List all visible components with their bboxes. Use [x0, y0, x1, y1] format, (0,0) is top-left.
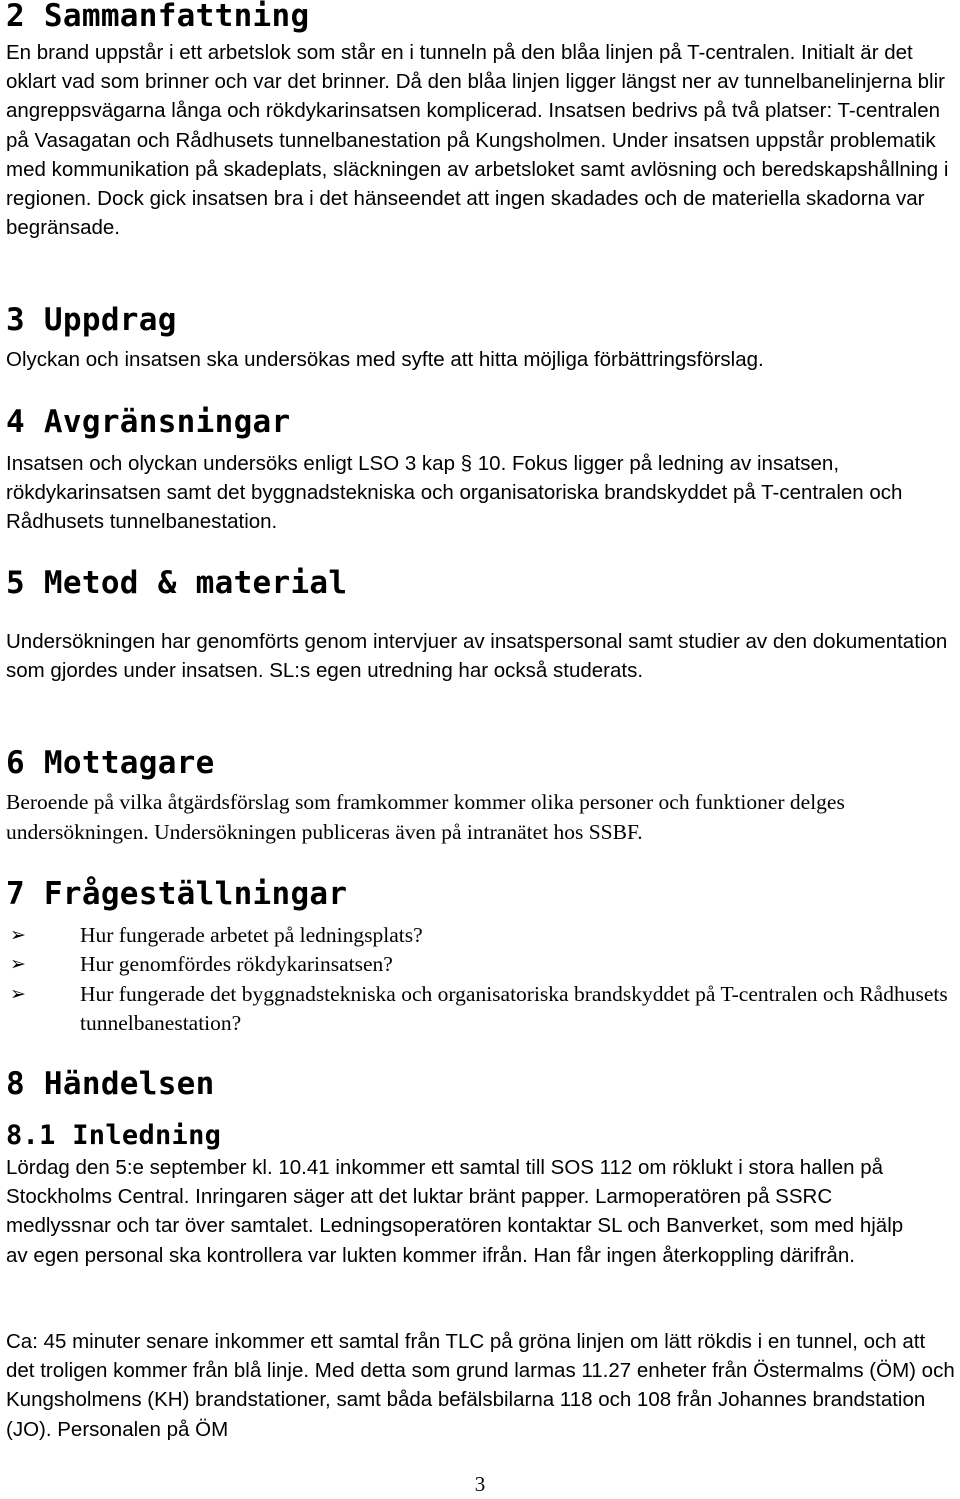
section-6-body: Beroende på vilka åtgärdsförslag som framkommer kommer olika personer och funktioner delges undersökningen. Undersökningen publiceras även på intranätet hos SSBF. [6, 790, 845, 844]
list-item-text: Hur fungerade arbetet på ledningsplats? [80, 923, 423, 947]
section-4-body: Insatsen och olyckan undersöks enligt LSO 3 kap § 10. Fokus ligger på ledning av insatsen, rökdykarinsatsen samt det byggnadstekniska och organisatoriska brandskyddet på T-centralen och Rådhusets tunnelbanestation. [6, 452, 903, 534]
section-4-heading: 4 Avgränsningar [6, 404, 291, 440]
section-7-heading: 7 Frågeställningar [6, 876, 348, 912]
arrow-bullet-icon: ➢ [10, 953, 26, 976]
section-8-1-heading: 8.1 Inledning [6, 1120, 222, 1151]
arrow-bullet-icon: ➢ [10, 982, 26, 1005]
list-item-text: Hur genomfördes rökdykarinsatsen? [80, 952, 393, 977]
list-item [6, 950, 960, 979]
list-item-text: Hur fungerade det byggnadstekniska och organisatoriska brandskyddet på T-centralen och Rådhusets tunnelbanestation? [80, 981, 948, 1035]
list-item [6, 980, 960, 1039]
section-2-body: En brand uppstår i ett arbetslok som står en i tunneln på den blåa linjen på T-centralen. Initialt är det oklart vad som brinner och var det brinner. Då den blåa linjen ligger längst ner av tunnelbanelinjerna blir angreppsvägarna långa och rökdykarinsatsen komplicerad. Insatsen bedrivs på två platser: T-centralen på Vasagatan och Rådhusets tunnelbanestation på Kungsholmen. Under insatsen uppstår problematik med kommunikation på skadeplats, släckningen av arbetsloket samt avlösning och beredskapshållning i regionen. Dock gick insatsen bra i det hänseendet att ingen skadades och de materiella skadorna var begränsade. [6, 41, 949, 240]
section-6-heading: 6 Mottagare [6, 745, 215, 781]
section-8-1-paragraph-2: Ca: 45 minuter senare inkommer ett samtal från TLC på gröna linjen om lätt rökdis i en tunnel, och att det troligen kommer från blå linje. Med detta som grund larmas 11.27 enheter från Östermalms (ÖM) och Kungsholmens (KH) brandstationer, samt båda befälsbilarna 118 och 108 från Johannes brandstation (JO). Personalen på ÖM [6, 1330, 955, 1441]
section-3-body: Olyckan och insatsen ska undersökas med syfte att hitta möjliga förbättringsförslag. [6, 348, 764, 371]
page-number: 3 [474, 1472, 486, 1496]
section-2-heading: 2 Sammanfattning [6, 0, 310, 34]
question-list [6, 921, 960, 1038]
section-3-heading: 3 Uppdrag [6, 302, 177, 338]
list-item [6, 921, 960, 950]
section-5-body: Undersökningen har genomförts genom intervjuer av insatspersonal samt studier av den dokumentation som gjordes under insatsen. SL:s egen utredning har också studerats. [6, 630, 948, 683]
arrow-bullet-icon: ➢ [10, 924, 26, 946]
section-8-1-paragraph-1: Lördag den 5:e september kl. 10.41 inkommer ett samtal till SOS 112 om röklukt i stora hallen på Stockholms Central. Inringaren säger att det luktar bränt papper. Larmoperatören på SSRC medlyssnar och tar över samtalet. Ledningsoperatören kontaktar SL och Banverket, som med hjälp av egen personal ska kontrollera var lukten kommer ifrån. Han får ingen återkoppling därifrån. [6, 1156, 904, 1267]
section-5-heading: 5 Metod & material [6, 565, 348, 601]
section-8-heading: 8 Händelsen [6, 1066, 215, 1102]
